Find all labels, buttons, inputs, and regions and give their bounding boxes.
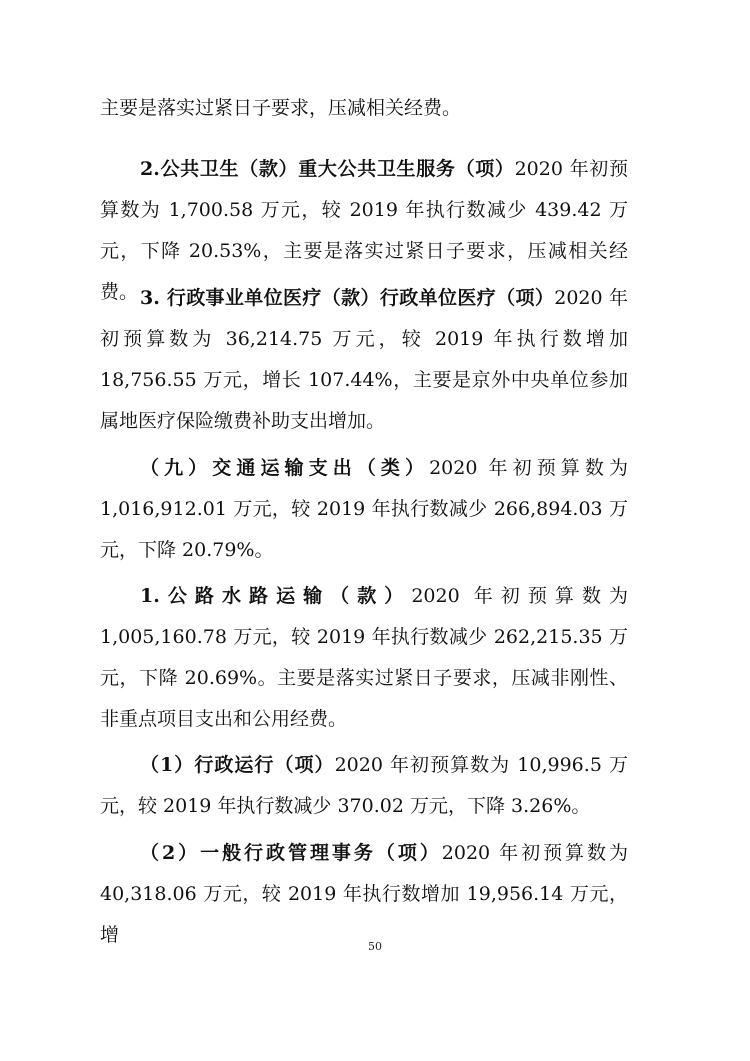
paragraph-text: 2020 年初预算数为 10,996.5 万元，较 2019 年执行数减少 370.02 万元，下降 3.26%。 bbox=[100, 754, 628, 817]
paragraph-admin-operation bbox=[100, 745, 628, 827]
paragraph-heading: （2）一般行政管理事务（项） bbox=[140, 842, 442, 864]
paragraph-general-admin-affairs bbox=[100, 833, 628, 956]
paragraph-heading: 2.公共卫生（款）重大公共卫生服务（项） bbox=[140, 158, 515, 180]
paragraph-heading: 1.公路水路运输（款） bbox=[140, 585, 412, 607]
paragraph-text: 2020 年初预算数为 36,214.75 万元，较 2019 年执行数增加 18,756.55 万元，增长 107.44%，主要是京外中央单位参加属地医疗保险缴费补助支出增加。 bbox=[100, 287, 628, 432]
paragraph-text: 2020 年初预算数为 1,016,912.01 万元，较 2019 年执行数减少 266,894.03 万元，下降 20.79%。 bbox=[100, 457, 628, 561]
paragraph-admin-medical bbox=[100, 278, 628, 442]
paragraph-continuation bbox=[100, 88, 628, 129]
paragraph-heading: 3. 行政事业单位医疗（款）行政单位医疗（项） bbox=[140, 287, 555, 309]
paragraph-text: 2020 年初预算数为 40,318.06 万元，较 2019 年执行数增加 19,956.14 万元，增 bbox=[100, 842, 628, 946]
page-number: 50 bbox=[368, 940, 382, 953]
paragraph-heading: （九）交通运输支出（类） bbox=[140, 457, 430, 479]
paragraph-transport-expenditure bbox=[100, 448, 628, 571]
paragraph-heading: （1）行政运行（项） bbox=[140, 754, 335, 776]
paragraph-road-water-transport bbox=[100, 576, 628, 740]
paragraph-text: 主要是落实过紧日子要求，压减相关经费。 bbox=[100, 97, 462, 119]
paragraph-text: 2020 年初预算数为 1,700.58 万元，较 2019 年执行数减少 439.42 万元，下降 20.53%，主要是落实过紧日子要求，压减相关经费。 bbox=[100, 158, 628, 303]
paragraph-text: 2020 年初预算数为 1,005,160.78 万元，较 2019 年执行数减少 262,215.35 万元，下降 20.69%。主要是落实过紧日子要求，压减非刚性、非重点项目支出和公用经费。 bbox=[100, 585, 628, 730]
